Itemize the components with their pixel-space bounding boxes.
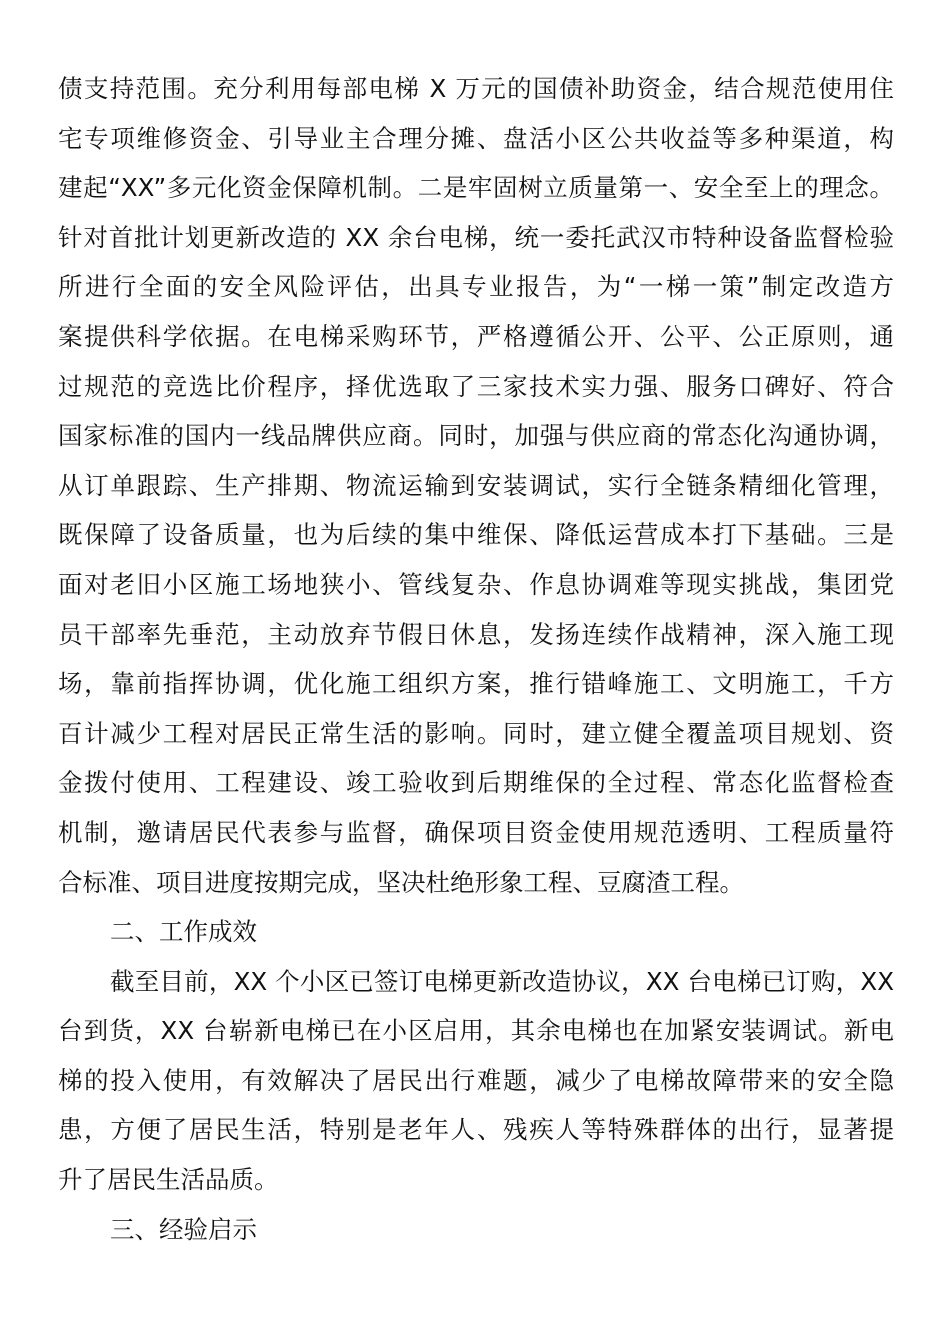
paragraph-1-line: 过规范的竞选比价程序，择优选取了三家技术实力强、服务口碑好、符合 <box>58 371 894 401</box>
paragraph-1-line: 宅专项维修资金、引导业主合理分摊、盘活小区公共收益等多种渠道，构 <box>58 123 894 153</box>
section-heading-results: 二、工作成效 <box>110 917 257 947</box>
paragraph-1-line: 机制，邀请居民代表参与监督，确保项目资金使用规范透明、工程质量符 <box>58 817 894 847</box>
paragraph-2-line: 台到货，XX 台崭新电梯已在小区启用，其余电梯也在加紧安装调试。新电 <box>58 1016 894 1046</box>
paragraph-1-line: 建起“XX”多元化资金保障机制。二是牢固树立质量第一、安全至上的理念。 <box>58 173 894 203</box>
paragraph-1-line: 案提供科学依据。在电梯采购环节，严格遵循公开、公平、公正原则，通 <box>58 321 894 351</box>
paragraph-1-line: 场，靠前指挥协调，优化施工组织方案，推行错峰施工、文明施工，千方 <box>58 669 894 699</box>
paragraph-1-line: 债支持范围。充分利用每部电梯 X 万元的国债补助资金，结合规范使用住 <box>58 74 894 103</box>
paragraph-1-line: 员干部率先垂范，主动放弃节假日休息，发扬连续作战精神，深入施工现 <box>58 619 894 649</box>
paragraph-2-line: 升了居民生活品质。 <box>58 1165 279 1195</box>
paragraph-1-line: 针对首批计划更新改造的 XX 余台电梯，统一委托武汉市特种设备监督检验 <box>58 222 894 252</box>
body-text <box>58 64 894 1254</box>
paragraph-2-line: 截至目前，XX 个小区已签订电梯更新改造协议，XX 台电梯已订购，XX <box>110 966 894 996</box>
paragraph-1-line: 金拨付使用、工程建设、竣工验收到后期维保的全过程、常态化监督检查 <box>58 768 894 798</box>
section-heading-lessons: 三、经验启示 <box>110 1214 257 1244</box>
paragraph-2-line: 梯的投入使用，有效解决了居民出行难题，减少了电梯故障带来的安全隐 <box>58 1065 894 1095</box>
paragraph-1-line: 从订单跟踪、生产排期、物流运输到安装调试，实行全链条精细化管理， <box>58 470 894 500</box>
paragraph-1-line: 所进行全面的安全风险评估，出具专业报告，为“一梯一策”制定改造方 <box>58 272 894 302</box>
paragraph-1-line: 合标准、项目进度按期完成，坚决杜绝形象工程、豆腐渣工程。 <box>58 867 744 897</box>
paragraph-1-line: 既保障了设备质量，也为后续的集中维保、降低运营成本打下基础。三是 <box>58 520 894 550</box>
paragraph-2-line: 患，方便了居民生活，特别是老年人、残疾人等特殊群体的出行，显著提 <box>58 1115 894 1145</box>
paragraph-1-line: 百计减少工程对居民正常生活的影响。同时，建立健全覆盖项目规划、资 <box>58 718 894 748</box>
paragraph-1-line: 面对老旧小区施工场地狭小、管线复杂、作息协调难等现实挑战，集团党 <box>58 569 894 599</box>
paragraph-1-line: 国家标准的国内一线品牌供应商。同时，加强与供应商的常态化沟通协调， <box>58 421 894 451</box>
